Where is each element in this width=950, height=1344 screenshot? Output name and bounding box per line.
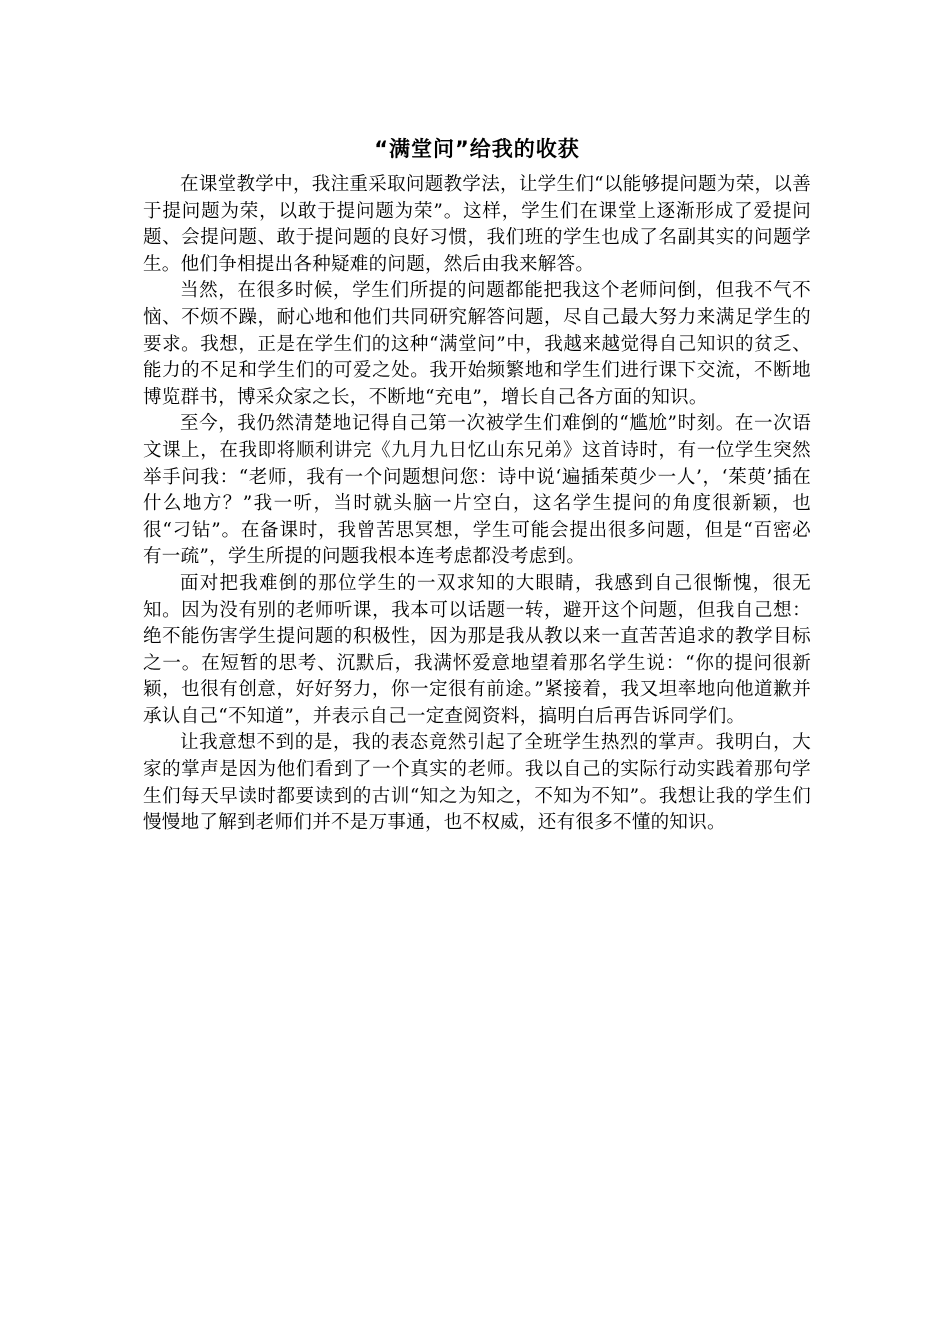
document-page (143, 132, 811, 837)
paragraph-4: 面对把我难倒的那位学生的一双求知的大眼睛，我感到自己很惭愧，很无知。因为没有别的老师听课，我本可以话题一转，避开这个问题，但我自己想：绝不能伤害学生提问题的积极性，因为那是我从教以来一直苦苦追求的教学目标之一。在短暂的思考、沉默后，我满怀爱意地望着那名学生说：“你的提问很新颖，也很有创意，好好努力，你一定很有前途。”紧接着，我又坦率地向他道歉并承认自己“不知道”，并表示自己一定查阅资料，搞明白后再告诉同学们。 (143, 572, 811, 727)
paragraph-1: 在课堂教学中，我注重采取问题教学法，让学生们“以能够提问题为荣，以善于提问题为荣，以敢于提问题为荣”。这样，学生们在课堂上逐渐形成了爱提问题、会提问题、敢于提问题的良好习惯，我们班的学生也成了名副其实的问题学生。他们争相提出各种疑难的问题，然后由我来解答。 (143, 174, 811, 275)
paragraph-3: 至今，我仍然清楚地记得自己第一次被学生们难倒的“尴尬”时刻。在一次语文课上，在我即将顺利讲完《九月九日忆山东兄弟》这首诗时，有一位学生突然举手问我：“老师，我有一个问题想问您：诗中说‘遍插茱萸少一人’，‘茱萸’插在什么地方？”我一听，当时就头脑一片空白，这名学生提问的角度很新颖，也很“刁钻”。在备课时，我曾苦思冥想，学生可能会提出很多问题，但是“百密必有一疏”，学生所提的问题我根本连考虑都没考虑到。 (143, 413, 811, 568)
document-title: “满堂问”给我的收获 (374, 137, 580, 161)
paragraph-5: 让我意想不到的是，我的表态竟然引起了全班学生热烈的掌声。我明白，大家的掌声是因为他们看到了一个真实的老师。我以自己的实际行动实践着那句学生们每天早读时都要读到的古训“知之为知之，不知为不知”。我想让我的学生们慢慢地了解到老师们并不是万事通，也不权威，还有很多不懂的知识。 (143, 732, 811, 834)
paragraph-2: 当然，在很多时候，学生们所提的问题都能把我这个老师问倒，但我不气不恼、不烦不躁，耐心地和他们共同研究解答问题，尽自己最大努力来满足学生的要求。我想，正是在学生们的这种“满堂问”中，我越来越觉得自己知识的贫乏、能力的不足和学生们的可爱之处。我开始频繁地和学生们进行课下交流，不断地博览群书，博采众家之长，不断地“充电”，增长自己各方面的知识。 (143, 280, 811, 408)
